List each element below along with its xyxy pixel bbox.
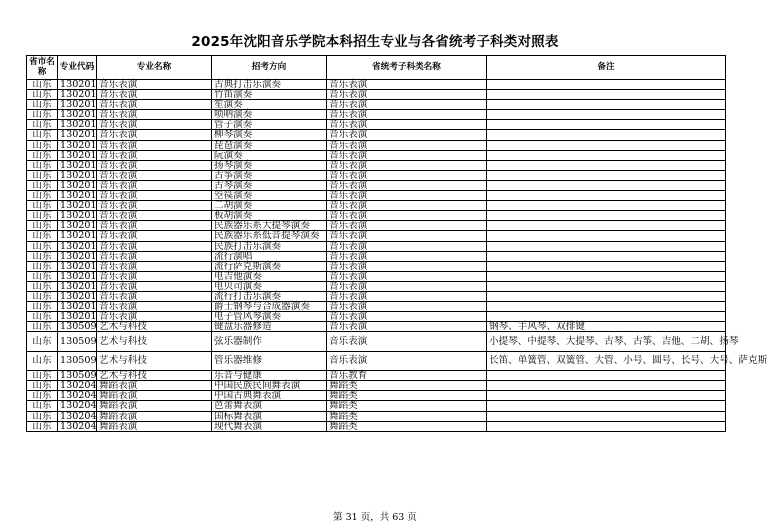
province-cell: 山东 (27, 291, 58, 301)
direction-cell: 中国古典舞表演 (212, 391, 327, 401)
remarks-cell (487, 241, 726, 251)
major-name-cell: 艺术与科技 (97, 351, 212, 370)
major-code-cell: 130201 (58, 80, 97, 90)
major-code-cell: 130509 (58, 371, 97, 381)
province-cell: 山东 (27, 211, 58, 221)
major-name-cell: 音乐表演 (97, 231, 212, 241)
major-name-cell: 艺术与科技 (97, 371, 212, 381)
direction-cell: 键盘乐器修造 (212, 322, 327, 332)
major-code-cell: 130201 (58, 180, 97, 190)
remarks-cell (487, 401, 726, 411)
remarks-cell (487, 411, 726, 421)
remarks-cell (487, 211, 726, 221)
remarks-cell (487, 231, 726, 241)
header-major-code: 专业代码 (58, 56, 97, 80)
table-row (27, 251, 726, 261)
province-cell: 山东 (27, 251, 58, 261)
exam-category-cell: 音乐表演 (327, 291, 487, 301)
page-number: 第 31 页，共 63 页 (333, 512, 417, 523)
major-code-cell: 130201 (58, 100, 97, 110)
exam-category-cell: 音乐表演 (327, 110, 487, 120)
remarks-cell (487, 160, 726, 170)
exam-category-cell: 音乐表演 (327, 351, 487, 370)
remarks-cell: 小提琴、中提琴、大提琴、古琴、古筝、吉他、二胡、扬琴 (487, 332, 726, 351)
direction-cell: 流行演唱 (212, 251, 327, 261)
header-province: 省市名称 (27, 56, 58, 80)
major-name-cell: 音乐表演 (97, 130, 212, 140)
major-name-cell: 艺术与科技 (97, 322, 212, 332)
remarks-cell (487, 110, 726, 120)
table-row (27, 332, 726, 351)
exam-category-cell: 音乐表演 (327, 332, 487, 351)
direction-cell: 古琴演奏 (212, 180, 327, 190)
remarks-cell (487, 170, 726, 180)
province-cell: 山东 (27, 391, 58, 401)
province-cell: 山东 (27, 271, 58, 281)
major-name-cell: 艺术与科技 (97, 332, 212, 351)
province-cell: 山东 (27, 150, 58, 160)
province-cell: 山东 (27, 100, 58, 110)
exam-category-cell: 舞蹈类 (327, 401, 487, 411)
major-code-cell: 130201 (58, 140, 97, 150)
direction-cell: 二胡演奏 (212, 201, 327, 211)
province-cell: 山东 (27, 170, 58, 180)
exam-category-cell: 音乐表演 (327, 241, 487, 251)
exam-category-cell: 音乐表演 (327, 211, 487, 221)
exam-category-cell: 音乐表演 (327, 160, 487, 170)
major-code-cell: 130201 (58, 170, 97, 180)
major-name-cell: 音乐表演 (97, 80, 212, 90)
direction-cell: 流行萨克斯演奏 (212, 261, 327, 271)
direction-cell: 古筝演奏 (212, 170, 327, 180)
remarks-cell (487, 381, 726, 391)
major-name-cell: 音乐表演 (97, 211, 212, 221)
exam-category-cell: 音乐表演 (327, 251, 487, 261)
major-name-cell: 音乐表演 (97, 291, 212, 301)
direction-cell: 管乐器维修 (212, 351, 327, 370)
exam-category-cell: 音乐表演 (327, 261, 487, 271)
header-remarks: 备注 (487, 56, 726, 80)
major-code-cell: 130201 (58, 302, 97, 312)
header-exam-category: 省统考子科类名称 (327, 56, 487, 80)
province-cell: 山东 (27, 421, 58, 431)
remarks-cell (487, 261, 726, 271)
major-name-cell: 舞蹈表演 (97, 391, 212, 401)
remarks-cell (487, 180, 726, 190)
table-row (27, 150, 726, 160)
direction-cell: 电贝司演奏 (212, 281, 327, 291)
major-code-cell: 130201 (58, 261, 97, 271)
province-cell: 山东 (27, 302, 58, 312)
exam-category-cell: 音乐教育 (327, 371, 487, 381)
remarks-cell (487, 302, 726, 312)
major-name-cell: 音乐表演 (97, 100, 212, 110)
direction-cell: 古典打击乐演奏 (212, 80, 327, 90)
major-name-cell: 音乐表演 (97, 150, 212, 160)
major-code-cell: 130201 (58, 271, 97, 281)
page-title: 2025年沈阳音乐学院本科招生专业与各省统考子科类对照表 (191, 34, 559, 50)
major-name-cell: 音乐表演 (97, 160, 212, 170)
province-cell: 山东 (27, 221, 58, 231)
province-cell: 山东 (27, 130, 58, 140)
major-code-cell: 130201 (58, 191, 97, 201)
major-code-cell: 130201 (58, 201, 97, 211)
remarks-cell (487, 130, 726, 140)
major-name-cell: 音乐表演 (97, 90, 212, 100)
direction-cell: 电吉他演奏 (212, 271, 327, 281)
direction-cell: 民族打击乐演奏 (212, 241, 327, 251)
province-cell: 山东 (27, 312, 58, 322)
major-name-cell: 音乐表演 (97, 251, 212, 261)
province-cell: 山东 (27, 261, 58, 271)
province-cell: 山东 (27, 401, 58, 411)
major-name-cell: 音乐表演 (97, 120, 212, 130)
table-row (27, 170, 726, 180)
major-name-cell: 音乐表演 (97, 271, 212, 281)
remarks-cell (487, 90, 726, 100)
direction-cell: 芭蕾舞表演 (212, 401, 327, 411)
major-code-cell: 130201 (58, 251, 97, 261)
exam-category-cell: 音乐表演 (327, 90, 487, 100)
province-cell: 山东 (27, 140, 58, 150)
remarks-cell (487, 371, 726, 381)
major-code-cell: 130201 (58, 120, 97, 130)
exam-category-cell: 音乐表演 (327, 170, 487, 180)
major-code-cell: 130201 (58, 241, 97, 251)
exam-category-cell: 音乐表演 (327, 180, 487, 190)
major-name-cell: 音乐表演 (97, 302, 212, 312)
province-cell: 山东 (27, 351, 58, 370)
major-code-cell: 130201 (58, 130, 97, 140)
province-cell: 山东 (27, 281, 58, 291)
table-row (27, 261, 726, 271)
major-name-cell: 音乐表演 (97, 140, 212, 150)
major-name-cell: 音乐表演 (97, 312, 212, 322)
remarks-cell (487, 201, 726, 211)
province-cell: 山东 (27, 411, 58, 421)
remarks-cell (487, 150, 726, 160)
remarks-cell (487, 191, 726, 201)
remarks-cell (487, 281, 726, 291)
exam-category-cell: 舞蹈类 (327, 381, 487, 391)
remarks-cell (487, 100, 726, 110)
exam-category-cell: 舞蹈类 (327, 411, 487, 421)
direction-cell: 箜篌演奏 (212, 191, 327, 201)
direction-cell: 电子管风琴演奏 (212, 312, 327, 322)
remarks-cell (487, 80, 726, 90)
remarks-cell (487, 271, 726, 281)
province-cell: 山东 (27, 160, 58, 170)
remarks-cell: 钢琴、手风琴、双排键 (487, 322, 726, 332)
province-cell: 山东 (27, 120, 58, 130)
exam-category-cell: 音乐表演 (327, 191, 487, 201)
remarks-cell (487, 421, 726, 431)
exam-category-cell: 音乐表演 (327, 130, 487, 140)
major-name-cell: 音乐表演 (97, 241, 212, 251)
major-code-cell: 130201 (58, 291, 97, 301)
major-code-cell: 130509 (58, 351, 97, 370)
province-cell: 山东 (27, 191, 58, 201)
province-cell: 山东 (27, 180, 58, 190)
major-name-cell: 音乐表演 (97, 110, 212, 120)
major-code-cell: 130201 (58, 160, 97, 170)
province-cell: 山东 (27, 241, 58, 251)
exam-category-cell: 音乐表演 (327, 271, 487, 281)
direction-cell: 弦乐器制作 (212, 332, 327, 351)
major-code-cell: 130201 (58, 90, 97, 100)
exam-category-cell: 音乐表演 (327, 231, 487, 241)
table-row (27, 160, 726, 170)
remarks-cell: 长笛、单簧管、双簧管、大管、小号、圆号、长号、大号、萨克斯 (487, 351, 726, 370)
remarks-cell (487, 120, 726, 130)
province-cell: 山东 (27, 110, 58, 120)
province-cell: 山东 (27, 332, 58, 351)
direction-cell: 中国民族民间舞表演 (212, 381, 327, 391)
major-code-cell: 130201 (58, 211, 97, 221)
major-code-cell: 130204 (58, 421, 97, 431)
table-row (27, 401, 726, 411)
province-cell: 山东 (27, 381, 58, 391)
major-name-cell: 音乐表演 (97, 221, 212, 231)
table-row (27, 421, 726, 431)
table-row (27, 411, 726, 421)
exam-category-cell: 舞蹈类 (327, 421, 487, 431)
remarks-cell (487, 221, 726, 231)
header-major-name: 专业名称 (97, 56, 212, 80)
major-code-cell: 130201 (58, 281, 97, 291)
major-name-cell: 音乐表演 (97, 281, 212, 291)
province-cell: 山东 (27, 231, 58, 241)
major-code-cell: 130204 (58, 391, 97, 401)
exam-category-cell: 舞蹈类 (327, 391, 487, 401)
direction-cell: 流行打击乐演奏 (212, 291, 327, 301)
major-code-cell: 130201 (58, 110, 97, 120)
direction-cell: 爵士钢琴与合成器演奏 (212, 302, 327, 312)
province-cell: 山东 (27, 90, 58, 100)
major-code-cell: 130509 (58, 322, 97, 332)
major-name-cell: 音乐表演 (97, 201, 212, 211)
major-name-cell: 音乐表演 (97, 180, 212, 190)
remarks-cell (487, 251, 726, 261)
direction-cell: 柳琴演奏 (212, 130, 327, 140)
remarks-cell (487, 140, 726, 150)
major-name-cell: 舞蹈表演 (97, 411, 212, 421)
direction-cell: 民族器乐系低音提琴演奏 (212, 231, 327, 241)
exam-category-cell: 音乐表演 (327, 80, 487, 90)
province-cell: 山东 (27, 201, 58, 211)
major-code-cell: 130509 (58, 332, 97, 351)
exam-category-cell: 音乐表演 (327, 312, 487, 322)
direction-cell: 现代舞表演 (212, 421, 327, 431)
table-row (27, 130, 726, 140)
direction-cell: 板胡演奏 (212, 211, 327, 221)
province-cell: 山东 (27, 322, 58, 332)
province-cell: 山东 (27, 80, 58, 90)
table-row (27, 140, 726, 150)
header-direction: 招考方向 (212, 56, 327, 80)
exam-category-cell: 音乐表演 (327, 281, 487, 291)
mapping-table (26, 55, 767, 432)
direction-cell: 琵琶演奏 (212, 140, 327, 150)
table-row (27, 281, 726, 291)
direction-cell: 民族器乐系大提琴演奏 (212, 221, 327, 231)
major-code-cell: 130204 (58, 401, 97, 411)
direction-cell: 乐音与健康 (212, 371, 327, 381)
table-row (27, 241, 726, 251)
table-row (27, 231, 726, 241)
major-name-cell: 舞蹈表演 (97, 421, 212, 431)
direction-cell: 唢呐演奏 (212, 110, 327, 120)
major-name-cell: 音乐表演 (97, 261, 212, 271)
exam-category-cell: 音乐表演 (327, 140, 487, 150)
table-row (27, 322, 726, 332)
major-name-cell: 音乐表演 (97, 191, 212, 201)
major-code-cell: 130201 (58, 221, 97, 231)
exam-category-cell: 音乐表演 (327, 100, 487, 110)
exam-category-cell: 音乐表演 (327, 201, 487, 211)
direction-cell: 阮演奏 (212, 150, 327, 160)
table-header-row (27, 56, 726, 80)
direction-cell: 国标舞表演 (212, 411, 327, 421)
major-name-cell: 舞蹈表演 (97, 401, 212, 411)
exam-category-cell: 音乐表演 (327, 221, 487, 231)
table-row (27, 271, 726, 281)
major-code-cell: 130204 (58, 411, 97, 421)
direction-cell: 扬琴演奏 (212, 160, 327, 170)
exam-category-cell: 音乐表演 (327, 302, 487, 312)
exam-category-cell: 音乐表演 (327, 150, 487, 160)
major-code-cell: 130201 (58, 231, 97, 241)
major-code-cell: 130201 (58, 150, 97, 160)
major-code-cell: 130204 (58, 381, 97, 391)
direction-cell: 竹笛演奏 (212, 90, 327, 100)
direction-cell: 管子演奏 (212, 120, 327, 130)
direction-cell: 笙演奏 (212, 100, 327, 110)
table-body (27, 79, 767, 432)
remarks-cell (487, 391, 726, 401)
province-cell: 山东 (27, 371, 58, 381)
major-code-cell: 130201 (58, 312, 97, 322)
major-name-cell: 舞蹈表演 (97, 381, 212, 391)
exam-category-cell: 音乐表演 (327, 322, 487, 332)
remarks-cell (487, 291, 726, 301)
table-row (27, 351, 726, 370)
major-name-cell: 音乐表演 (97, 170, 212, 180)
exam-category-cell: 音乐表演 (327, 120, 487, 130)
